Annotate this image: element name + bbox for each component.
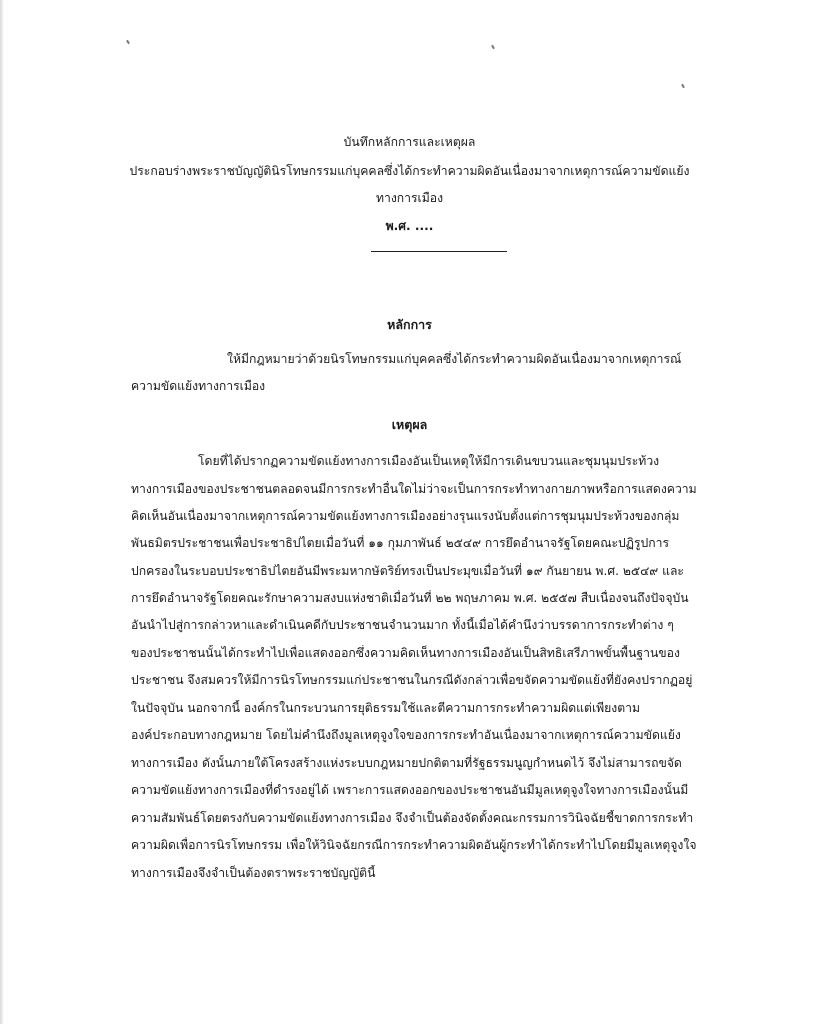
reason-line: คิดเห็นอันเนื่องมาจากเหตุการณ์ความขัดแย้งทางการเมืองอย่างรุนแรงนับตั้งแต่การชุมนุมประท้วงของกลุ่ม xyxy=(131,509,680,523)
doc-title: บันทึกหลักการและเหตุผล xyxy=(343,135,476,149)
reason-line: ในปัจจุบัน นอกจากนี้ องค์กรในกระบวนการยุติธรรมใช้และตีความการกระทำความผิดแต่เพียงตาม xyxy=(131,701,641,715)
principle-line: ให้มีกฎหมายว่าด้วยนิรโทษกรรมแก่บุคคลซึ่งได้กระทำความผิดอันเนื่องมาจากเหตุการณ์ xyxy=(227,352,682,366)
reason-line: ความขัดแย้งทางการเมืองที่ดำรงอยู่ได้ เพราะการแสดงออกของประชาชนอันมีมูลเหตุจูงใจทางการเมืองนั้นมี xyxy=(131,783,689,797)
reason-heading: เหตุผล xyxy=(391,417,428,432)
reason-line: ทางการเมืองของประชาชนตลอดจนมีการกระทำอื่นใดไม่ว่าจะเป็นการกระทำทางกายภาพหรือการแสดงความ xyxy=(131,482,697,496)
reason-line: ของประชาชนนั้นได้กระทำไปเพื่อแสดงออกซึ่งความคิดเห็นทางการเมืองอันเป็นสิทธิเสรีภาพขั้นพื้นฐานของ xyxy=(131,646,680,660)
page-edge-shadow xyxy=(0,0,4,1024)
reason-line: อันนำไปสู่การกล่าวหาและดำเนินคดีกับประชาชนจำนวนมาก ทั้งนี้เมื่อได้คำนึงว่าบรรดาการกระทำต่าง ๆ xyxy=(131,618,674,632)
reason-line: พันธมิตรประชาชนเพื่อประชาธิปไตยเมื่อวันที่ ๑๑ กุมภาพันธ์ ๒๕๔๙ การยึดอำนาจรัฐโดยคณะปฏิรูปการ xyxy=(131,536,670,550)
reason-line: ความสัมพันธ์โดยตรงกับความขัดแย้งทางการเมือง จึงจำเป็นต้องจัดตั้งคณะกรรมการวินิจฉัยชี้ขาดการกระทำ xyxy=(131,811,694,825)
title-divider xyxy=(371,251,507,252)
scan-speck xyxy=(491,45,495,49)
scan-speck xyxy=(126,40,130,44)
reason-line: ปกครองในระบอบประชาธิปไตยอันมีพระมหากษัตริย์ทรงเป็นประมุขเมื่อวันที่ ๑๙ กันยายน พ.ศ. ๒๕๔๙ และ xyxy=(131,564,684,578)
reason-line: ทางการเมืองจึงจำเป็นต้องตราพระราชบัญญัตินี้ xyxy=(131,866,376,880)
doc-subtitle: ประกอบร่างพระราชบัญญัตินิรโทษกรรมแก่บุคคลซึ่งได้กระทำความผิดอันเนื่องมาจากเหตุการณ์ความขัดแย้ง xyxy=(129,164,690,178)
reason-line: ทางการเมือง ดังนั้นภายใต้โครงสร้างแห่งระบบกฎหมายปกติตามที่รัฐธรรมนูญกำหนดไว้ จึงไม่สามารถขจัด xyxy=(131,756,682,770)
principle-line: ความขัดแย้งทางการเมือง xyxy=(131,379,266,393)
reason-line: การยึดอำนาจรัฐโดยคณะรักษาความสงบแห่งชาติเมื่อวันที่ ๒๒ พฤษภาคม พ.ศ. ๒๕๕๗ สืบเนื่องจนถึงปัจจุบัน xyxy=(131,591,689,605)
doc-subtitle-cont: ทางการเมือง xyxy=(375,191,444,205)
doc-year: พ.ศ. .... xyxy=(385,219,434,233)
reason-line: โดยที่ได้ปรากฏความขัดแย้งทางการเมืองอันเป็นเหตุให้มีการเดินขบวนและชุมนุมประท้วง xyxy=(198,454,660,468)
reason-line: ประชาชน จึงสมควรให้มีการนิรโทษกรรมแก่ประชาชนในกรณีดังกล่าวเพื่อขจัดความขัดแย้งที่ยังคงปรากฏอยู่ xyxy=(131,673,693,687)
reason-line: องค์ประกอบทางกฎหมาย โดยไม่คำนึงถึงมูลเหตุจูงใจของการกระทำอันเนื่องมาจากเหตุการณ์ความขัดแย้ง xyxy=(131,728,681,742)
scan-speck xyxy=(681,84,685,88)
reason-line: ความผิดเพื่อการนิรโทษกรรม เพื่อให้วินิจฉัยกรณีการกระทำความผิดอันผู้กระทำได้กระทำไปโดยมีมูลเหตุจูงใจ xyxy=(131,838,697,852)
principle-heading: หลักการ xyxy=(387,317,432,332)
